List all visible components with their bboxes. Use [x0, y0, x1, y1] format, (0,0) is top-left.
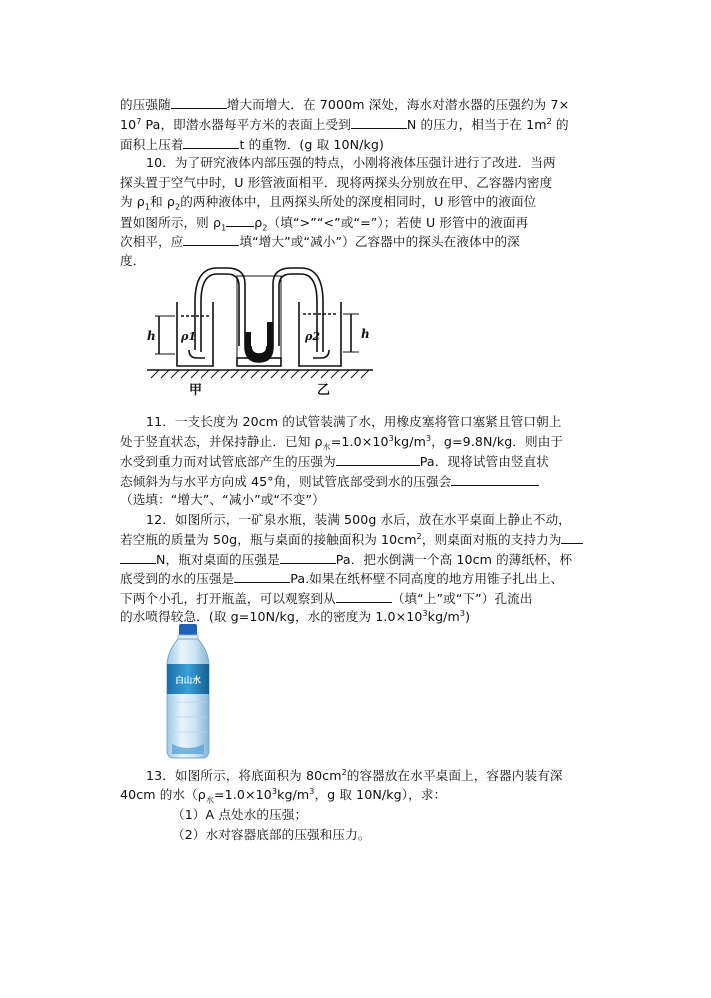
text: 置如图所示，则 ρ [120, 215, 222, 230]
yi-label: 乙 [317, 383, 331, 398]
text: ρ [254, 215, 263, 230]
q13-line-4: （2）水对容器底部的压强和压力。 [172, 827, 371, 842]
q13-line-3: （1）A 点处水的压强； [172, 807, 308, 822]
h-label-left: h [147, 329, 156, 343]
answer-blank[interactable] [451, 472, 539, 486]
exponent: 2 [546, 116, 552, 126]
answer-blank[interactable] [226, 213, 254, 227]
q10-line-2: 探头置于空气中时，U 形管液面相平．现将两探头分别放在甲、乙容器内密度 [120, 175, 553, 190]
rho1-label: ρ1 [181, 330, 196, 343]
q12-line-4 [120, 569, 620, 588]
q10-line-6: 度． [120, 253, 146, 268]
text: =1.0×10 [214, 787, 272, 802]
q13-line-2 [120, 786, 620, 805]
text: 的压强随 [120, 97, 171, 112]
answer-blank[interactable] [561, 530, 583, 544]
text: 40cm 的水（ρ [120, 787, 206, 802]
rho2-label: ρ2 [305, 330, 320, 343]
text: 次相平，应 [120, 234, 184, 249]
exponent: 3 [422, 608, 428, 618]
jia-label: 甲 [189, 383, 203, 398]
bottle-body [167, 639, 209, 758]
subscript: 1 [144, 202, 151, 212]
text: 若空瓶的质量为 50g，瓶与桌面的接触面积为 10cm [120, 532, 417, 547]
q11-line-3 [120, 452, 620, 471]
text: 态倾斜为与水平方向成 45°角，则试管底部受到水的压强会 [120, 474, 452, 489]
exponent: 7 [136, 116, 142, 126]
text: ，g=9.8N/kg．则由于 [431, 434, 564, 449]
q9-line-1 [120, 95, 620, 114]
q9-line-3 [120, 135, 620, 154]
text: 的容器放在水平桌面上，容器内装有深 [346, 768, 563, 783]
text: ) [465, 609, 471, 624]
stand-board [237, 276, 281, 358]
text: kg/m [277, 787, 310, 802]
q12-line-2 [120, 530, 620, 549]
subscript: 水 [205, 795, 215, 805]
text: Pa．把水倒满一个高 10cm 的薄纸杯，杯 [335, 552, 573, 567]
answer-blank[interactable] [120, 550, 156, 564]
text: ，g 取 10N/kg），求： [314, 787, 447, 802]
text: kg/m [393, 434, 426, 449]
text: 为 ρ [120, 194, 145, 209]
exponent: 3 [271, 786, 278, 796]
text: 增大而增大．在 7000m 深处，海水对潜水器的压强约为 7× [226, 97, 570, 112]
tube-left-inner [201, 274, 239, 352]
q12-line-3 [120, 550, 620, 569]
text: 填“增大”或“减小”）乙容器中的探头在液体中的深 [239, 234, 520, 249]
exponent: 3 [309, 786, 315, 796]
text: 处于竖直状态，并保持静止．已知 ρ [120, 434, 323, 449]
bottle-cap [179, 624, 197, 636]
exponent: 3 [425, 433, 432, 443]
text: 下两个小孔，打开瓶盖，可以观察到从 [120, 591, 336, 606]
exponent: 2 [416, 531, 422, 541]
subscript: 水 [322, 442, 331, 452]
text: （填“>”“<”或“=”）；若使 U 形管中的液面再 [267, 215, 529, 230]
q9-line-2 [120, 115, 620, 134]
answer-blank[interactable] [183, 232, 239, 246]
bottle-label-text: 白山水 [175, 676, 201, 686]
answer-blank[interactable] [171, 95, 227, 109]
answer-blank[interactable] [351, 115, 407, 129]
q13-line-1 [146, 767, 646, 786]
q11-line-4 [120, 472, 620, 491]
text: 和 ρ [150, 194, 176, 209]
q11-line-5: （选填：“增大”、“减小”或“不变”） [120, 492, 325, 507]
u-tube-pressure-figure [145, 262, 375, 400]
text: 底受到的水的压强是 [120, 571, 235, 586]
text: Pa，即潜水器每平方米的表面上受到 [141, 117, 351, 132]
q10-line-4 [120, 213, 620, 232]
answer-blank[interactable] [234, 569, 290, 583]
text: Pa．现将试管由竖直状 [419, 454, 549, 469]
exponent: 2 [341, 767, 347, 777]
answer-blank[interactable] [336, 589, 392, 603]
text: 水受到重力而对试管底部产生的压强为 [120, 454, 336, 469]
probe-jia [189, 350, 205, 358]
u-tube-liquid [245, 322, 273, 362]
text: N 的压力，相当于在 1m [406, 117, 547, 132]
q11-line-1: 11．一支长度为 20cm 的试管装满了水，用橡皮塞将管口塞紧且管口朝上 [146, 414, 562, 429]
exponent: 3 [459, 608, 466, 618]
q11-line-2 [120, 433, 620, 452]
q12-line-1: 12．如图所示，一矿泉水瓶，装满 500g 水后，放在水平桌面上静止不动， [146, 512, 571, 527]
text: 的水喷得较急．(取 g=10N/kg，水的密度为 1.0×10 [120, 609, 423, 624]
subscript: 2 [262, 223, 268, 233]
answer-blank[interactable] [183, 135, 239, 149]
text: 的 [551, 117, 569, 132]
text: 面积上压着 [120, 137, 184, 152]
answer-blank[interactable] [280, 550, 336, 564]
text: kg/m [427, 609, 460, 624]
q10-line-3 [120, 193, 620, 212]
text: N，瓶对桌面的压强是 [156, 552, 280, 567]
probe-yi [313, 350, 329, 358]
water-bottle-image [158, 622, 218, 762]
text: =1.0×10 [330, 434, 389, 449]
answer-blank[interactable] [336, 452, 420, 466]
text: 13．如图所示，将底面积为 80cm [146, 768, 342, 783]
text: 10 [120, 117, 137, 132]
text: 的两种液体中，且两探头所处的深度相同时，U 形管中的液面位 [180, 194, 537, 209]
subscript: 2 [175, 202, 181, 212]
text: （填“上”或“下”）孔流出 [391, 591, 533, 606]
text: ，则桌面对瓶的支持力为 [421, 532, 562, 547]
h-label-right: h [361, 327, 370, 341]
q10-line-5 [120, 232, 620, 251]
exponent: 3 [388, 433, 394, 443]
text: t 的重物．(g 取 10N/kg) [239, 137, 384, 152]
q12-line-5 [120, 589, 620, 608]
subscript: 1 [221, 223, 227, 233]
q10-line-1: 10．为了研究液体内部压强的特点，小刚将液体压强计进行了改进．当两 [146, 155, 556, 170]
text: Pa.如果在纸杯壁不同高度的地方用锥子扎出上、 [290, 571, 564, 586]
